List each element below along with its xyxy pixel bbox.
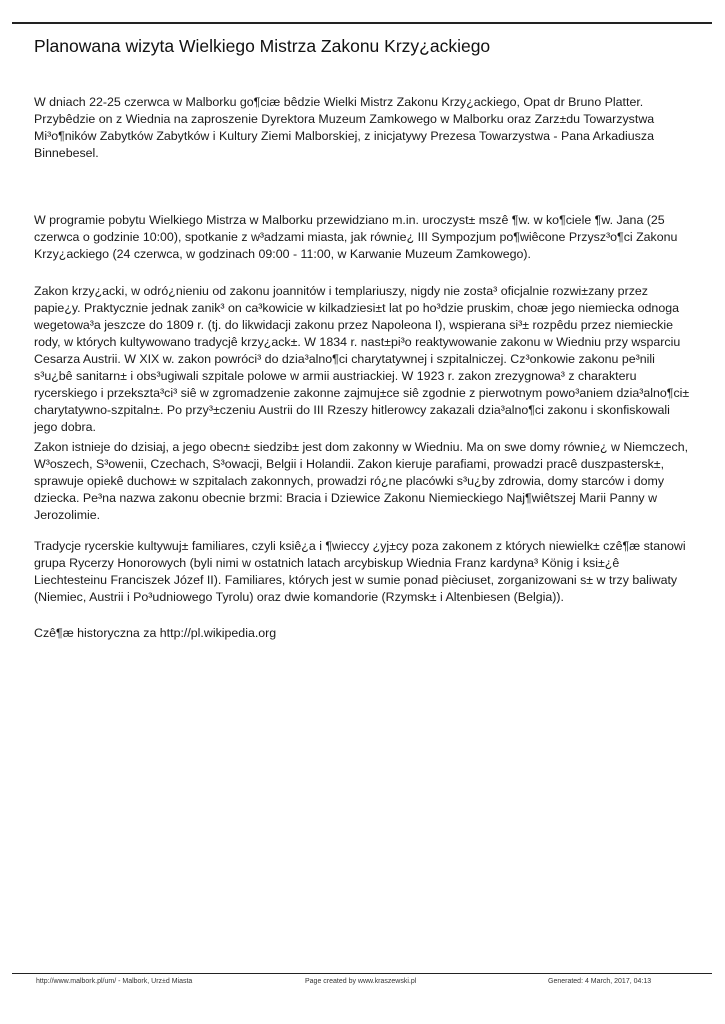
article-paragraph: Tradycje rycerskie kultywuj± familiares, czyli ksiê¿a i ¶wieccy ¿yj±cy poza zakonem z których niewielk± czê¶æ stanowi grupa Rycerzy Honorowych (byli nimi w ostatnich latach arcybiskup Wiednia Franz kardyna³ König i ksi±¿ê Liechtesteinu Franciszek Józef II). Familiares, których jest w sumie ponad pièciuset, zorganizowani s± w trzy baliwaty (Niemiec, Austrii i Po³udniowego Tyrolu) oraz dwie komandorie (Rzymsk± i Altenbiesen (Belgia)). xyxy=(34,539,686,604)
footer-generated-date: Generated: 4 March, 2017, 04:13 xyxy=(548,978,652,985)
article-paragraph: W dniach 22-25 czerwca w Malborku go¶ciæ bêdzie Wielki Mistrz Zakonu Krzy¿ackiego, Opat dr Bruno Platter. Przybêdzie on z Wiednia na zaproszenie Dyrektora Muzeum Zamkowego w Malborku oraz Zarz±du Towarzystwa Mi³o¶ników Zabytków Zabytków i Kultury Ziemi Malborskiej, z inicjatywy Prezesa Towarzystwa - Pana Arkadiusza Binnebesel. xyxy=(34,95,655,160)
page-title: Planowana wizyta Wielkiego Mistrza Zakonu Krzy¿ackiego xyxy=(34,36,491,56)
footer-divider xyxy=(12,973,712,974)
source-note: Czê¶æ historyczna za http://pl.wikipedia.org xyxy=(34,626,277,640)
article-paragraph: Zakon krzy¿acki, w odró¿nieniu od zakonu joannitów i templariuszy, nigdy nie zosta³ oficjalnie rozwi±zany przez papie¿y. Praktycznie jednak zanik³ on ca³kowicie w kilkadziesi±t lat po ho³dzie pruskim, choæ jego niemiecka odnoga wegetowa³a jeszcze do 1809 r. (tj. do likwidacji zakonu przez Napoleona I), wspierana si³± rozpêdu przez niemieckie rody, w których kultywowano tradycjê krzy¿ack±. W 1834 r. nast±pi³o reaktywowanie zakonu w Wiedniu przy wsparciu Cesarza Austrii. W XIX w. zakon powróci³ do dzia³alno¶ci charytatywnej i szpitalniczej. Cz³onkowie zakonu pe³nili s³u¿bê sanitarn± i obs³ugiwali szpitale polowe w armii austriackiej. W 1923 r. zakon zrezygnowa³ z charakteru rycerskiego i przekszta³ci³ siê w zgromadzenie zakonne zajmuj±ce siê zgodnie z pierwotnym powo³aniem dzia³alno¶ci± charytatywno-szpitaln±. Po przy³±czeniu Austrii do III Rzeszy hitlerowcy zakazali dzia³alno¶ci zakonu i skonfiskowali jego dobra. xyxy=(34,284,690,434)
footer-source-url: http://www.malbork.pl/um/ - Malbork, Urz±d Miasta xyxy=(36,978,193,985)
article-paragraph: Zakon istnieje do dzisiaj, a jego obecn± siedzib± jest dom zakonny w Wiedniu. Ma on swe domy równie¿ w Niemczech, W³oszech, S³owenii, Czechach, S³owacji, Belgii i Holandii. Zakon kieruje parafiami, prowadzi pracê duszpastersk±, sprawuje opiekê duchow± w szpitalach zakonnych, prowadzi ró¿ne placówki s³u¿by zdrowia, domy starców i domy dziecka. Pe³na nazwa zakonu obecnie brzmi: Bracia i Dziewice Zakonu Niemieckiego Naj¶wiêtszej Marii Panny w Jerozolimie. xyxy=(34,440,689,522)
top-divider xyxy=(12,22,712,24)
footer-credit: Page created by www.kraszewski.pl xyxy=(305,978,417,985)
article-paragraph: W programie pobytu Wielkiego Mistrza w Malborku przewidziano m.in. uroczyst± mszê ¶w. w ko¶ciele ¶w. Jana (25 czerwca o godzinie 10:00), spotkanie z w³adzami miasta, jak równie¿ III Sympozjum po¶wiêcone Przysz³o¶ci Zakonu Krzy¿ackiego (24 czerwca, w godzinach 09:00 - 11:00, w Karwanie Muzeum Zamkowego). xyxy=(34,213,678,261)
